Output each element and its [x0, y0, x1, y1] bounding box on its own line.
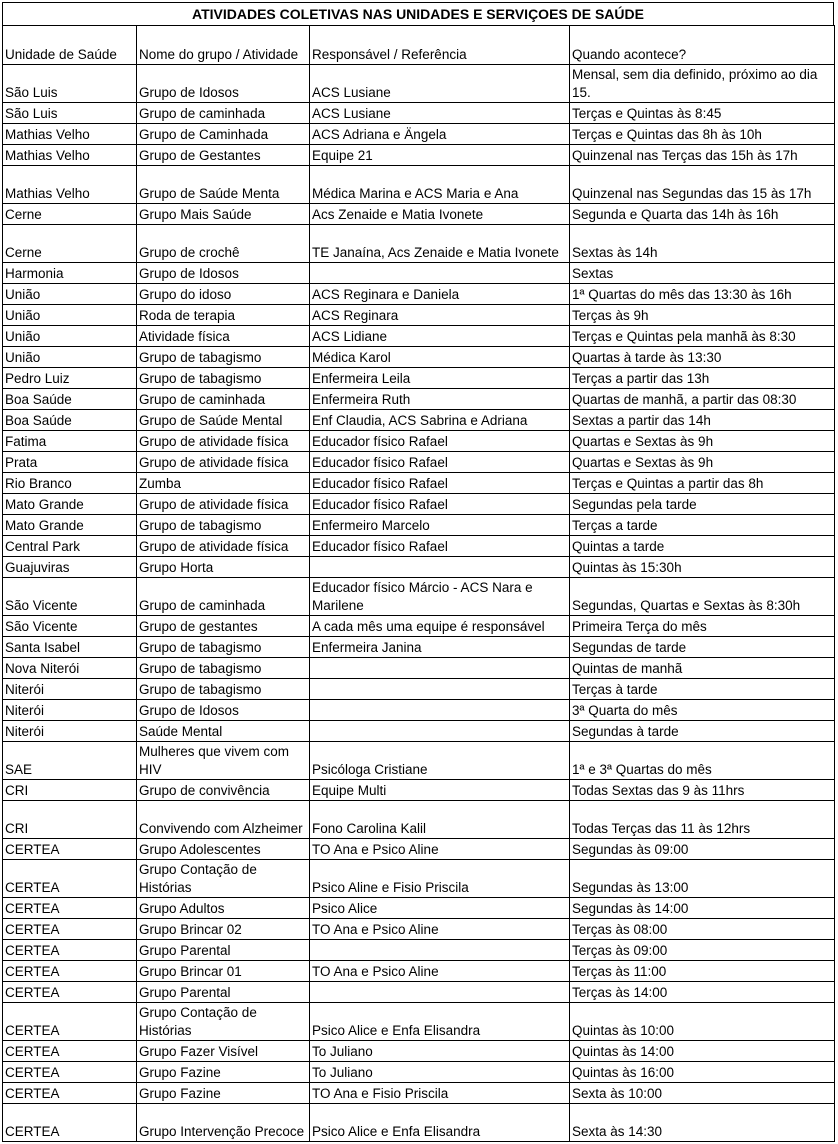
- cell-responsavel: ACS Adriana e Ängela: [310, 124, 570, 145]
- cell-grupo: Grupo de atividade física: [137, 452, 310, 473]
- cell-quando: Segundas à tarde: [570, 721, 835, 742]
- cell-unidade: CRI: [3, 780, 137, 801]
- table-row: [3, 658, 835, 679]
- cell-quando: Quintas às 16:00: [570, 1062, 835, 1083]
- table-row: [3, 982, 835, 1003]
- cell-responsavel: Psicóloga Cristiane: [310, 742, 570, 780]
- cell-grupo: Grupo de atividade física: [137, 431, 310, 452]
- table-row: [3, 961, 835, 982]
- cell-responsavel: [310, 982, 570, 1003]
- cell-quando: Quartas e Sextas às 9h: [570, 452, 835, 473]
- cell-responsavel: Médica Karol: [310, 347, 570, 368]
- cell-quando: Segundas pela tarde: [570, 494, 835, 515]
- table-row: [3, 839, 835, 860]
- cell-responsavel: Enf Claudia, ACS Sabrina e Adriana: [310, 410, 570, 431]
- cell-quando: Quartas e Sextas às 9h: [570, 431, 835, 452]
- table-row: [3, 65, 835, 103]
- cell-unidade: Boa Saúde: [3, 410, 137, 431]
- cell-unidade: Fatima: [3, 431, 137, 452]
- table-row: [3, 578, 835, 616]
- cell-quando: Terças às 14:00: [570, 982, 835, 1003]
- cell-responsavel: [310, 679, 570, 700]
- cell-quando: Terças e Quintas às 8:45: [570, 103, 835, 124]
- table-row: [3, 347, 835, 368]
- cell-quando: Terças a partir das 13h: [570, 368, 835, 389]
- cell-unidade: CRI: [3, 801, 137, 839]
- table-row: [3, 940, 835, 961]
- cell-responsavel: To Juliano: [310, 1062, 570, 1083]
- cell-responsavel: TO Ana e Psico Aline: [310, 961, 570, 982]
- cell-quando: Quartas à tarde às 13:30: [570, 347, 835, 368]
- cell-quando: Terças e Quintas das 8h às 10h: [570, 124, 835, 145]
- table-row: [3, 679, 835, 700]
- cell-quando: Primeira Terça do mês: [570, 616, 835, 637]
- table-row: [3, 637, 835, 658]
- cell-unidade: Santa Isabel: [3, 637, 137, 658]
- cell-responsavel: Psico Alice: [310, 898, 570, 919]
- table-row: [3, 515, 835, 536]
- table-row: [3, 1104, 835, 1142]
- cell-unidade: CERTEA: [3, 1083, 137, 1104]
- cell-unidade: CERTEA: [3, 1003, 137, 1041]
- cell-responsavel: Fono Carolina Kalil: [310, 801, 570, 839]
- cell-unidade: Nova Niterói: [3, 658, 137, 679]
- cell-quando: Segundas de tarde: [570, 637, 835, 658]
- cell-responsavel: A cada mês uma equipe é responsável: [310, 616, 570, 637]
- cell-grupo: Grupo de crochê: [137, 225, 310, 263]
- table-row: [3, 166, 835, 204]
- cell-responsavel: TO Ana e Psico Aline: [310, 839, 570, 860]
- cell-grupo: Grupo de tabagismo: [137, 679, 310, 700]
- cell-grupo: Grupo de tabagismo: [137, 347, 310, 368]
- cell-unidade: Niterói: [3, 721, 137, 742]
- cell-quando: Sextas às 14h: [570, 225, 835, 263]
- table-row: [3, 801, 835, 839]
- cell-quando: Sexta às 14:30: [570, 1104, 835, 1142]
- cell-quando: Mensal, sem dia definido, próximo ao dia 15.: [570, 65, 835, 103]
- cell-unidade: União: [3, 284, 137, 305]
- cell-grupo: Saúde Mental: [137, 721, 310, 742]
- cell-grupo: Grupo de tabagismo: [137, 637, 310, 658]
- table-row: [3, 860, 835, 898]
- cell-quando: Quartas de manhã, a partir das 08:30: [570, 389, 835, 410]
- cell-grupo: Grupo de Idosos: [137, 263, 310, 284]
- cell-grupo: Grupo Fazer Visível: [137, 1041, 310, 1062]
- cell-quando: Todas Sextas das 9 às 11hrs: [570, 780, 835, 801]
- cell-grupo: Grupo de caminhada: [137, 578, 310, 616]
- cell-quando: Segundas às 14:00: [570, 898, 835, 919]
- cell-grupo: Grupo Mais Saúde: [137, 204, 310, 225]
- cell-quando: Todas Terças das 11 às 12hrs: [570, 801, 835, 839]
- cell-unidade: Cerne: [3, 225, 137, 263]
- cell-grupo: Grupo Adolescentes: [137, 839, 310, 860]
- cell-responsavel: ACS Reginara e Daniela: [310, 284, 570, 305]
- table-row: [3, 1003, 835, 1041]
- cell-unidade: Central Park: [3, 536, 137, 557]
- cell-quando: Quinzenal nas Terças das 15h às 17h: [570, 145, 835, 166]
- cell-unidade: Mathias Velho: [3, 145, 137, 166]
- cell-quando: Terças e Quintas pela manhã às 8:30: [570, 326, 835, 347]
- cell-grupo: Grupo de Idosos: [137, 700, 310, 721]
- cell-grupo: Grupo Fazine: [137, 1062, 310, 1083]
- cell-grupo: Grupo Parental: [137, 982, 310, 1003]
- cell-grupo: Grupo de atividade física: [137, 536, 310, 557]
- cell-responsavel: ACS Lidiane: [310, 326, 570, 347]
- table-row: [3, 305, 835, 326]
- cell-grupo: Grupo Adultos: [137, 898, 310, 919]
- cell-grupo: Grupo Brincar 01: [137, 961, 310, 982]
- cell-quando: 1ª e 3ª Quartas do mês: [570, 742, 835, 780]
- cell-quando: Sexta às 10:00: [570, 1083, 835, 1104]
- cell-unidade: União: [3, 326, 137, 347]
- cell-unidade: CERTEA: [3, 982, 137, 1003]
- cell-responsavel: Educador físico Rafael: [310, 431, 570, 452]
- cell-unidade: Harmonia: [3, 263, 137, 284]
- table-row: [3, 700, 835, 721]
- cell-unidade: Mathias Velho: [3, 166, 137, 204]
- cell-quando: Terças às 9h: [570, 305, 835, 326]
- header-grupo: Nome do grupo / Atividade: [137, 26, 310, 65]
- cell-responsavel: To Juliano: [310, 1041, 570, 1062]
- table-row: [3, 452, 835, 473]
- cell-responsavel: [310, 557, 570, 578]
- cell-unidade: CERTEA: [3, 839, 137, 860]
- cell-responsavel: Educador físico Rafael: [310, 473, 570, 494]
- cell-quando: Terças a tarde: [570, 515, 835, 536]
- cell-quando: Quintas de manhã: [570, 658, 835, 679]
- cell-unidade: CERTEA: [3, 919, 137, 940]
- cell-responsavel: Acs Zenaide e Matia Ivonete: [310, 204, 570, 225]
- cell-grupo: Grupo Fazine: [137, 1083, 310, 1104]
- cell-responsavel: [310, 721, 570, 742]
- table-row: [3, 284, 835, 305]
- cell-unidade: Cerne: [3, 204, 137, 225]
- cell-responsavel: Enfermeira Ruth: [310, 389, 570, 410]
- cell-unidade: Prata: [3, 452, 137, 473]
- cell-grupo: Mulheres que vivem com HIV: [137, 742, 310, 780]
- cell-grupo: Convivendo com Alzheimer: [137, 801, 310, 839]
- cell-unidade: União: [3, 305, 137, 326]
- cell-grupo: Roda de terapia: [137, 305, 310, 326]
- cell-quando: Terças às 09:00: [570, 940, 835, 961]
- cell-grupo: Grupo de Saúde Menta: [137, 166, 310, 204]
- table-row: [3, 557, 835, 578]
- cell-grupo: Grupo de Caminhada: [137, 124, 310, 145]
- table-row: [3, 1062, 835, 1083]
- table-row: [3, 898, 835, 919]
- cell-quando: Quintas às 15:30h: [570, 557, 835, 578]
- cell-responsavel: TO Ana e Fisio Priscila: [310, 1083, 570, 1104]
- cell-responsavel: [310, 700, 570, 721]
- cell-quando: Sextas: [570, 263, 835, 284]
- cell-responsavel: Equipe 21: [310, 145, 570, 166]
- cell-grupo: Grupo Parental: [137, 940, 310, 961]
- cell-grupo: Grupo de convivência: [137, 780, 310, 801]
- cell-unidade: Mathias Velho: [3, 124, 137, 145]
- header-responsavel: Responsável / Referência: [310, 26, 570, 65]
- cell-quando: Sextas a partir das 14h: [570, 410, 835, 431]
- cell-responsavel: Psico Alice e Enfa Elisandra: [310, 1003, 570, 1041]
- cell-responsavel: Psico Alice e Enfa Elisandra: [310, 1104, 570, 1142]
- cell-unidade: CERTEA: [3, 1104, 137, 1142]
- cell-responsavel: Educador físico Rafael: [310, 536, 570, 557]
- cell-quando: Terças às 11:00: [570, 961, 835, 982]
- header-row: [3, 26, 835, 65]
- cell-unidade: CERTEA: [3, 898, 137, 919]
- cell-quando: 3ª Quarta do mês: [570, 700, 835, 721]
- table-row: [3, 536, 835, 557]
- cell-responsavel: Enfermeira Janina: [310, 637, 570, 658]
- table-row: [3, 742, 835, 780]
- cell-quando: 1ª Quartas do mês das 13:30 às 16h: [570, 284, 835, 305]
- table-row: [3, 368, 835, 389]
- table-row: [3, 721, 835, 742]
- table-row: [3, 494, 835, 515]
- table-row: [3, 473, 835, 494]
- cell-quando: Segunda e Quarta das 14h às 16h: [570, 204, 835, 225]
- table-row: [3, 389, 835, 410]
- cell-unidade: Niterói: [3, 679, 137, 700]
- cell-grupo: Grupo do idoso: [137, 284, 310, 305]
- table-row: [3, 326, 835, 347]
- cell-unidade: Niterói: [3, 700, 137, 721]
- cell-quando: Quintas a tarde: [570, 536, 835, 557]
- cell-responsavel: Enfermeira Leila: [310, 368, 570, 389]
- cell-quando: Segundas às 13:00: [570, 860, 835, 898]
- cell-grupo: Grupo Brincar 02: [137, 919, 310, 940]
- table-row: [3, 263, 835, 284]
- cell-unidade: SAE: [3, 742, 137, 780]
- cell-unidade: São Luis: [3, 65, 137, 103]
- cell-responsavel: [310, 658, 570, 679]
- cell-unidade: Mato Grande: [3, 515, 137, 536]
- cell-grupo: Grupo Intervenção Precoce: [137, 1104, 310, 1142]
- cell-grupo: Grupo Contação de Histórias: [137, 1003, 310, 1041]
- cell-responsavel: ACS Reginara: [310, 305, 570, 326]
- cell-grupo: Grupo Contação de Histórias: [137, 860, 310, 898]
- cell-unidade: São Vicente: [3, 616, 137, 637]
- cell-unidade: Rio Branco: [3, 473, 137, 494]
- cell-responsavel: [310, 940, 570, 961]
- activities-table: [2, 25, 835, 1142]
- cell-unidade: CERTEA: [3, 860, 137, 898]
- table-row: [3, 1041, 835, 1062]
- cell-grupo: Grupo de tabagismo: [137, 368, 310, 389]
- cell-grupo: Grupo de Gestantes: [137, 145, 310, 166]
- table-row: [3, 1083, 835, 1104]
- table-row: [3, 145, 835, 166]
- table-row: [3, 780, 835, 801]
- cell-responsavel: TE Janaína, Acs Zenaide e Matia Ivonete: [310, 225, 570, 263]
- cell-grupo: Grupo de Idosos: [137, 65, 310, 103]
- cell-grupo: Grupo de caminhada: [137, 103, 310, 124]
- table-row: [3, 919, 835, 940]
- cell-unidade: CERTEA: [3, 1062, 137, 1083]
- cell-quando: Terças à tarde: [570, 679, 835, 700]
- cell-unidade: Pedro Luiz: [3, 368, 137, 389]
- cell-unidade: Boa Saúde: [3, 389, 137, 410]
- cell-grupo: Zumba: [137, 473, 310, 494]
- cell-grupo: Grupo de gestantes: [137, 616, 310, 637]
- header-unidade: Unidade de Saúde: [3, 26, 137, 65]
- cell-quando: Segundas às 09:00: [570, 839, 835, 860]
- cell-responsavel: ACS Lusiane: [310, 103, 570, 124]
- cell-responsavel: [310, 263, 570, 284]
- cell-grupo: Grupo de caminhada: [137, 389, 310, 410]
- cell-quando: Terças às 08:00: [570, 919, 835, 940]
- cell-quando: Quintas às 14:00: [570, 1041, 835, 1062]
- cell-quando: Quinzenal nas Segundas das 15 às 17h: [570, 166, 835, 204]
- cell-grupo: Grupo Horta: [137, 557, 310, 578]
- table-row: [3, 225, 835, 263]
- cell-unidade: São Luis: [3, 103, 137, 124]
- cell-responsavel: Enfermeiro Marcelo: [310, 515, 570, 536]
- table-row: [3, 124, 835, 145]
- table-title: ATIVIDADES COLETIVAS NAS UNIDADES E SERVIÇOES DE SAÚDE: [2, 2, 834, 25]
- cell-unidade: Mato Grande: [3, 494, 137, 515]
- cell-unidade: União: [3, 347, 137, 368]
- cell-unidade: CERTEA: [3, 961, 137, 982]
- cell-responsavel: Psico Aline e Fisio Priscila: [310, 860, 570, 898]
- cell-grupo: Grupo de tabagismo: [137, 658, 310, 679]
- cell-grupo: Grupo de Saúde Mental: [137, 410, 310, 431]
- cell-quando: Terças e Quintas a partir das 8h: [570, 473, 835, 494]
- cell-responsavel: Educador físico Rafael: [310, 452, 570, 473]
- header-quando: Quando acontece?: [570, 26, 835, 65]
- cell-grupo: Grupo de atividade física: [137, 494, 310, 515]
- cell-responsavel: TO Ana e Psico Aline: [310, 919, 570, 940]
- cell-unidade: Guajuviras: [3, 557, 137, 578]
- cell-unidade: São Vicente: [3, 578, 137, 616]
- table-row: [3, 431, 835, 452]
- table-body: [3, 26, 835, 1142]
- cell-grupo: Atividade física: [137, 326, 310, 347]
- cell-quando: Quintas às 10:00: [570, 1003, 835, 1041]
- table-row: [3, 103, 835, 124]
- cell-grupo: Grupo de tabagismo: [137, 515, 310, 536]
- table-row: [3, 204, 835, 225]
- cell-unidade: CERTEA: [3, 1041, 137, 1062]
- cell-unidade: CERTEA: [3, 940, 137, 961]
- cell-responsavel: ACS Lusiane: [310, 65, 570, 103]
- table-row: [3, 616, 835, 637]
- cell-responsavel: Educador físico Márcio - ACS Nara e Marilene: [310, 578, 570, 616]
- cell-responsavel: Equipe Multi: [310, 780, 570, 801]
- table-row: [3, 410, 835, 431]
- spreadsheet: [2, 2, 834, 1142]
- cell-responsavel: Médica Marina e ACS Maria e Ana: [310, 166, 570, 204]
- cell-quando: Segundas, Quartas e Sextas às 8:30h: [570, 578, 835, 616]
- cell-responsavel: Educador físico Rafael: [310, 494, 570, 515]
